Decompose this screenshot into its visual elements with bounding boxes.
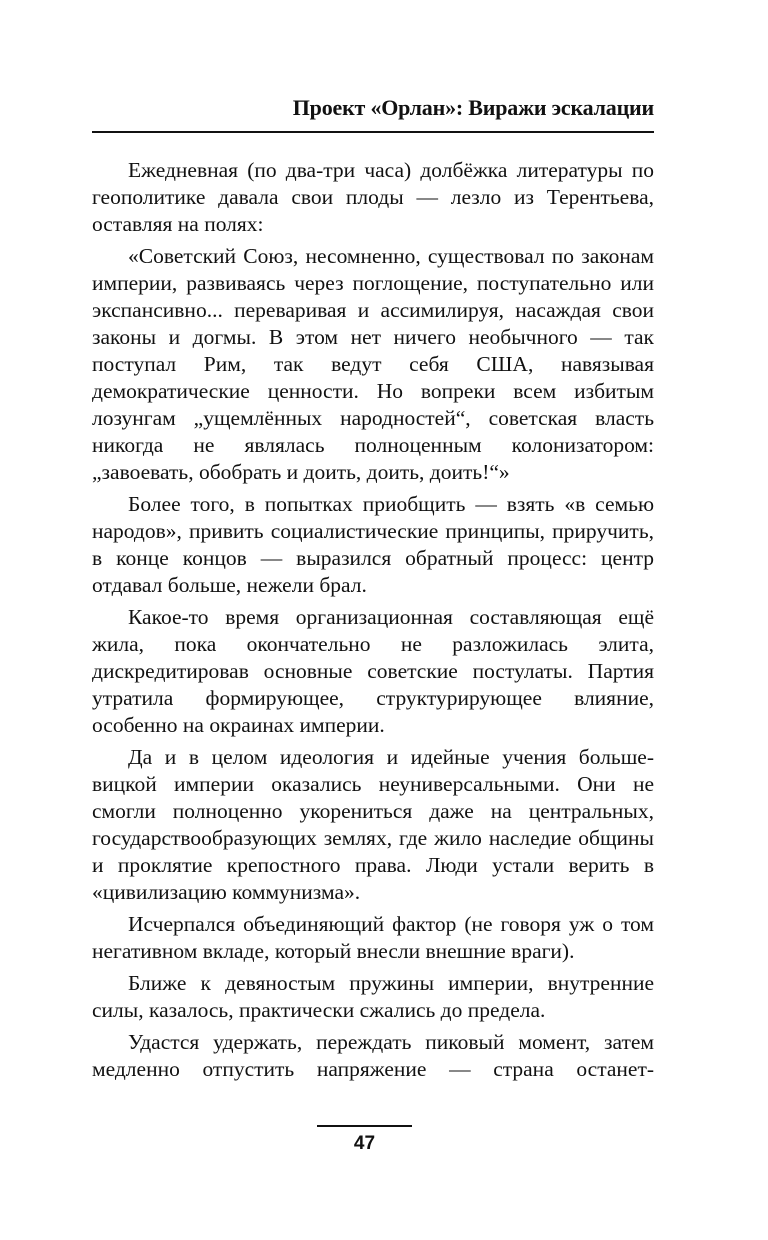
running-head: Проект «Орлан»: Виражи эскалации	[292, 95, 654, 120]
paragraph: Ближе к девяностым пружины империи, внутренние силы, казалось, практически сжались до предела.	[92, 971, 654, 1022]
paragraph: Удастся удержать, переждать пиковый момент, затем медленно отпустить напряжение — страна останет-	[92, 1030, 654, 1081]
header-rule	[92, 131, 654, 133]
paragraph: Да и в целом идеология и идейные учения большевицкой империи оказались неуниверсальными. Они не смогли полноценно укорениться даже на центральных, государствообразующих землях, где жило наследие общины и проклятие крепостного права. Люди устали верить в «цивилизацию коммунизма».	[92, 745, 654, 904]
paragraph: «Советский Союз, несомненно, существовал по законам империи, развиваясь через поглощение, поступательно или экспансивно... переваривая и ассимилируя, насаждая свои законы и догмы. В этом нет ничего необычного — так поступал Рим, так ведут себя США, навязывая демократические ценности. Но вопреки всем избитым лозунгам „ущемлённых народностей“, советская власть никогда не являлась полноценным колонизатором: „завоевать, обобрать и доить, доить, доить!“»	[92, 244, 654, 484]
paragraph: Исчерпался объединяющий фактор (не говоря уж о том негативном вкладе, который внесли внешние враги).	[92, 912, 654, 963]
paragraph: Какое-то время организационная составляющая ещё жила, пока окончательно не разложилась элита, дискредитировав основные советские постулаты. Партия утратила формирующее, структурирующее влияние, особенно на окраинах империи.	[92, 605, 654, 737]
page-number: 47	[353, 1133, 376, 1154]
paragraph: Более того, в попытках приобщить — взять «в семью народов», привить социалистические принципы, приручить, в конце концов — выразился обратный процесс: центр отдавал больше, нежели брал.	[92, 492, 654, 597]
body-text	[92, 157, 654, 1083]
paragraph: Ежедневная (по два-три часа) долбёжка литературы по геополитике давала свои плоды — лезло из Терентьева, оставляя на полях:	[92, 158, 654, 236]
footer-rule	[317, 1125, 412, 1127]
